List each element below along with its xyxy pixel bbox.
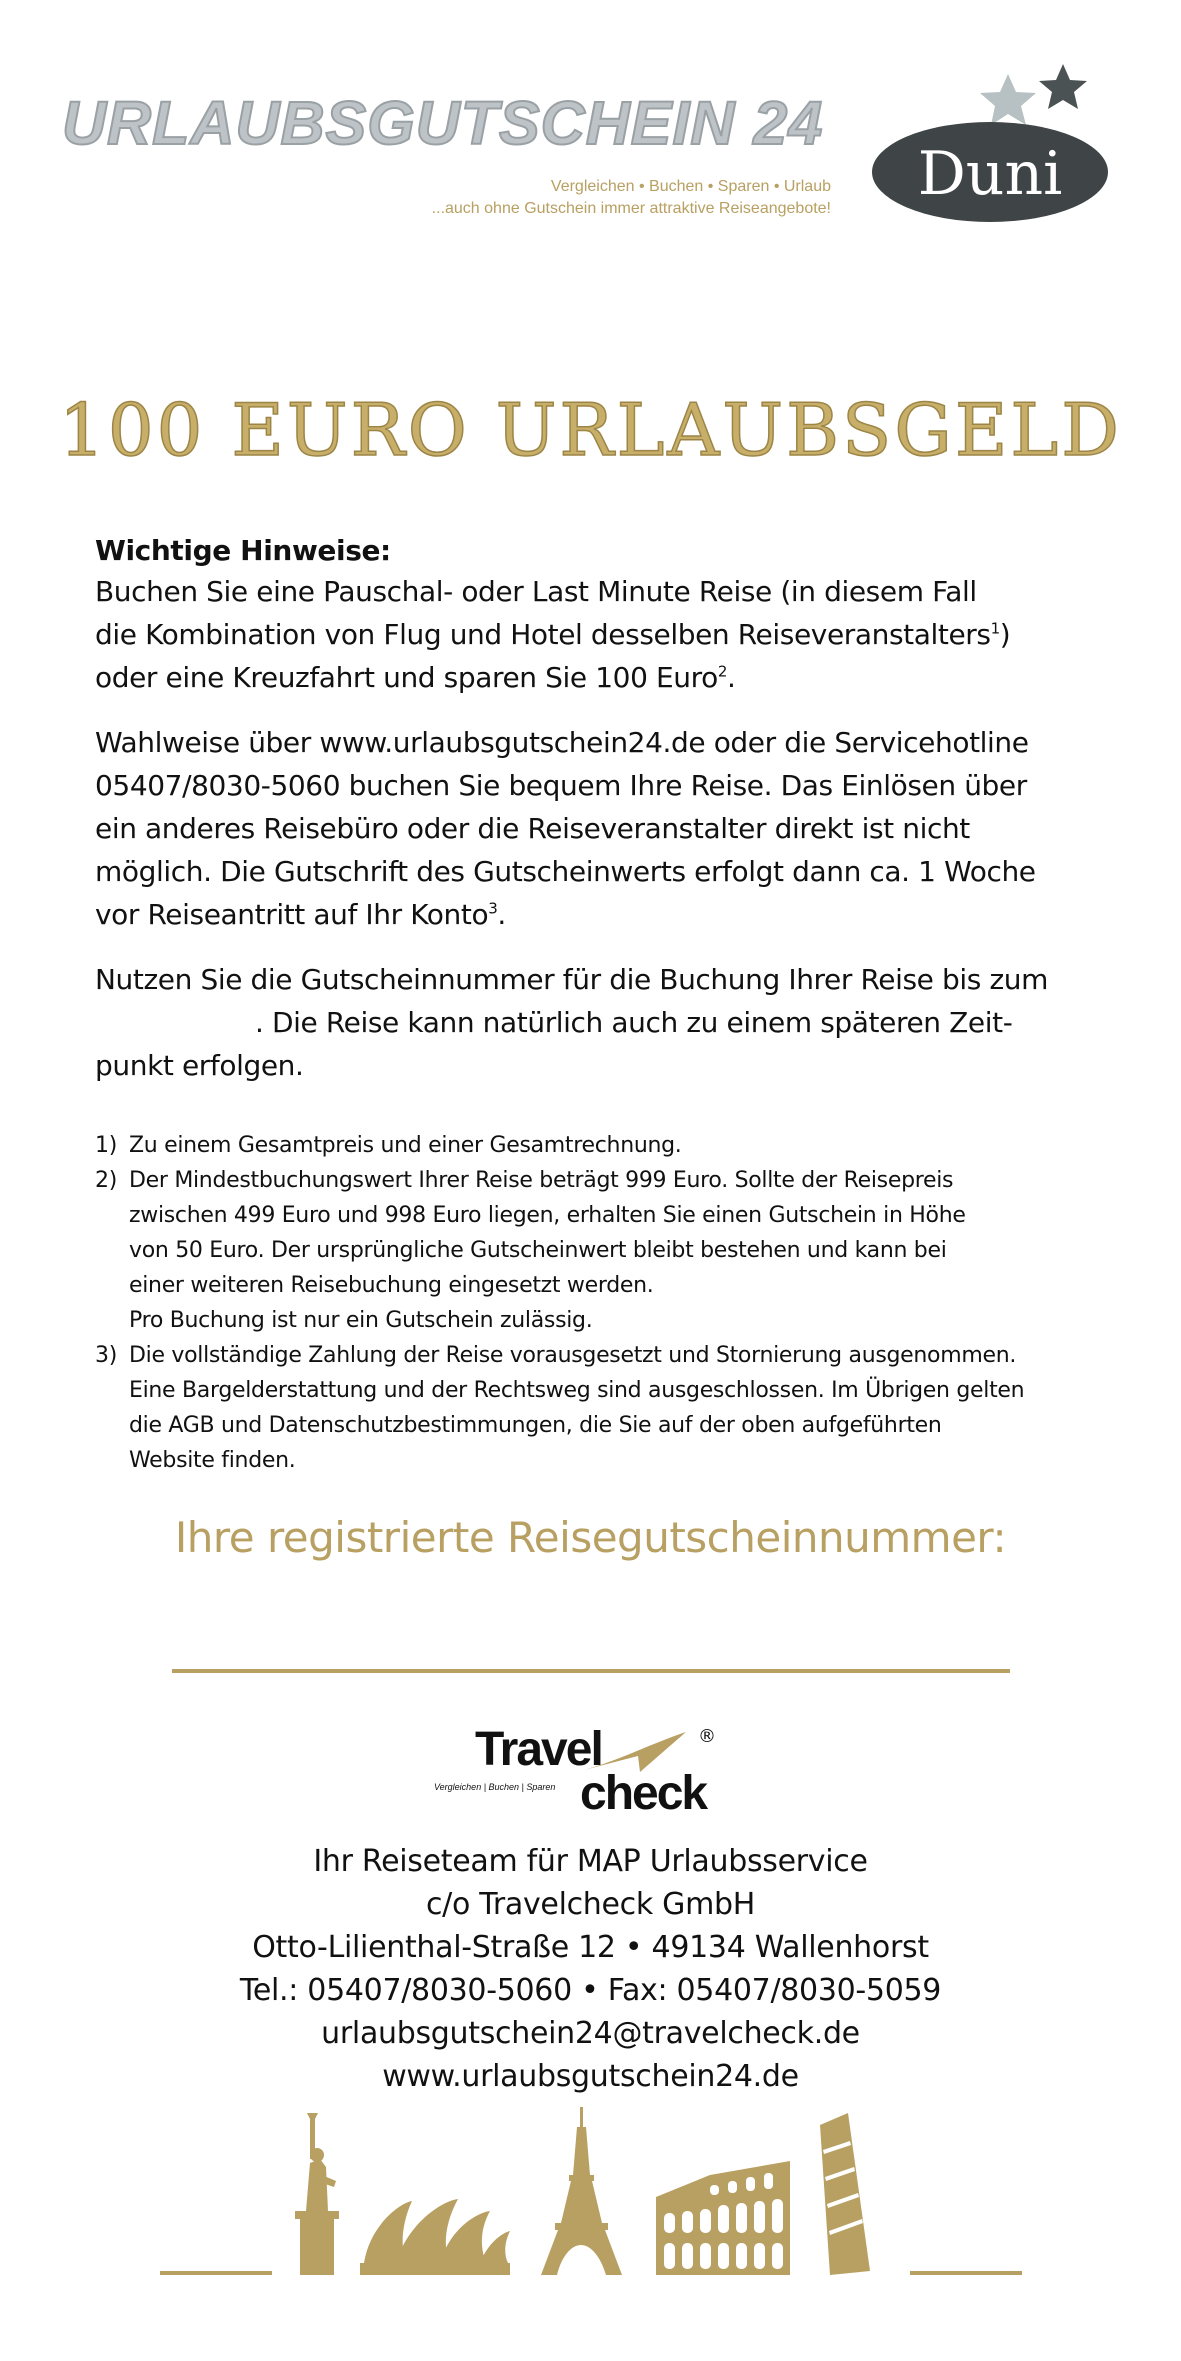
ground-line-right [910,2271,1022,2275]
hints-paragraph-2 [95,721,1145,936]
text-span: . [497,898,506,931]
contact-address [0,1840,1181,2098]
duni-text: Duni [917,139,1063,209]
address-line-phone: Tel.: 05407/8030-5060 • Fax: 05407/8030-5059 [239,1973,942,2008]
tagline-line-1: Vergleichen • Buchen • Sparen • Urlaub [550,178,831,195]
paragraph-line [95,1001,1145,1044]
footnote-ref: 2 [717,662,728,681]
footnote-3 [95,1338,1155,1478]
address-line-street: Otto-Lilienthal-Straße 12 • 49134 Wallenhorst [252,1930,929,1965]
address-line-website: www.urlaubsgutschein24.de [382,2059,799,2094]
footnote-line: Zu einem Gesamtpreis und einer Gesamtrechnung. [129,1133,682,1158]
footnote-1 [95,1128,1155,1163]
footnote-number: 3) [95,1343,117,1368]
footnote-line: Die vollständige Zahlung der Reise vorausgesetzt und Stornierung ausgenommen. [129,1343,1017,1368]
footnote-text [129,1338,1155,1478]
hints-section [95,532,1145,1087]
duni-star-icon-large [980,74,1036,125]
footnote-line: zwischen 499 Euro und 998 Euro liegen, erhalten Sie einen Gutschein in Höhe [129,1203,966,1228]
travelcheck-logo [430,1722,730,1822]
footnote-line: Der Mindestbuchungswert Ihrer Reise beträgt 999 Euro. Sollte der Reisepreis [129,1168,954,1193]
travelcheck-word-check: check [580,1767,707,1820]
opera-house-icon [360,2199,510,2275]
footnote-ref: 1 [990,619,1000,638]
duni-star-icon-small [1039,64,1087,109]
eiffel-tower-icon [541,2107,622,2275]
landmarks-skyline [150,2105,1040,2280]
address-line-company: c/o Travelcheck GmbH [425,1887,756,1922]
text-span: die Kombination von Flug und Hotel desselben Reiseveranstalters [95,618,991,651]
paragraph-line: 05407/8030-5060 buchen Sie bequem Ihre Reise. Das Einlösen über [95,769,1027,802]
footnote-text [129,1128,1155,1163]
paragraph-line [95,613,1145,656]
text-span: . Die Reise kann natürlich auch zu einem späteren Zeit- [255,1006,1013,1039]
text-span: oder eine Kreuzfahrt und sparen Sie 100 Euro [95,661,718,694]
statue-of-liberty-icon [295,2113,339,2275]
voucher-number-line [172,1669,1010,1673]
hints-paragraph-1 [95,570,1145,699]
tower-of-pisa-icon [820,2113,870,2275]
paragraph-line: Wahlweise über www.urlaubsgutschein24.de oder die Servicehotline [95,726,1029,759]
text-span: ) [999,618,1011,651]
footnote-number: 2) [95,1168,117,1193]
paragraph-line: punkt erfolgen. [95,1049,304,1082]
text-span: vor Reiseantritt auf Ihr Konto [95,898,489,931]
travelcheck-word-travel: Travel [475,1723,602,1776]
footnotes [95,1128,1155,1478]
address-line-team: Ihr Reiseteam für MAP Urlaubsservice [313,1844,868,1879]
footnote-text [129,1163,1155,1338]
text-span: . [727,661,736,694]
travelcheck-claim: Vergleichen | Buchen | Sparen [434,1782,556,1792]
footnote-2 [95,1163,1155,1338]
ground-line-left [160,2271,272,2275]
paragraph-line: Nutzen Sie die Gutscheinnummer für die Buchung Ihrer Reise bis zum [95,963,1048,996]
footnote-line: Website finden. [129,1448,296,1473]
footnote-line: Pro Buchung ist nur ein Gutschein zulässig. [129,1308,593,1333]
footnote-number: 1) [95,1133,117,1158]
page-title: 100 EURO URLAUBSGELD [59,388,1122,472]
footnote-line: von 50 Euro. Der ursprüngliche Gutscheinwert bleibt bestehen und kann bei [129,1238,947,1263]
address-line-email: urlaubsgutschein24@travelcheck.de [321,2016,860,2051]
footnote-ref: 3 [488,899,498,918]
hints-paragraph-3 [95,958,1145,1087]
footnote-line: die AGB und Datenschutzbestimmungen, die Sie auf der oben aufgeführten [129,1413,942,1438]
brand-wordmark: URLAUBSGUTSCHEIN 24 [62,89,824,157]
footnote-line: Eine Bargelderstattung und der Rechtsweg sind ausgeschlossen. Im Übrigen gelten [129,1378,1025,1403]
duni-logo [870,62,1120,224]
paragraph-line [95,893,1145,936]
voucher-number-label: Ihre registrierte Reisegutscheinnummer: [174,1513,1007,1562]
tagline-line-2: ...auch ohne Gutschein immer attraktive Reiseangebote! [431,200,831,217]
brand-tagline [432,176,831,220]
footnote-line: einer weiteren Reisebuchung eingesetzt werden. [129,1273,654,1298]
paragraph-line: ein anderes Reisebüro oder die Reiseveranstalter direkt ist nicht [95,812,970,845]
registered-mark: ® [698,1726,716,1747]
paragraph-line [95,656,1145,699]
paragraph-line: Buchen Sie eine Pauschal- oder Last Minute Reise (in diesem Fall [95,575,977,608]
hints-heading: Wichtige Hinweise: [95,534,391,567]
paragraph-line: möglich. Die Gutschrift des Gutscheinwerts erfolgt dann ca. 1 Woche [95,855,1036,888]
